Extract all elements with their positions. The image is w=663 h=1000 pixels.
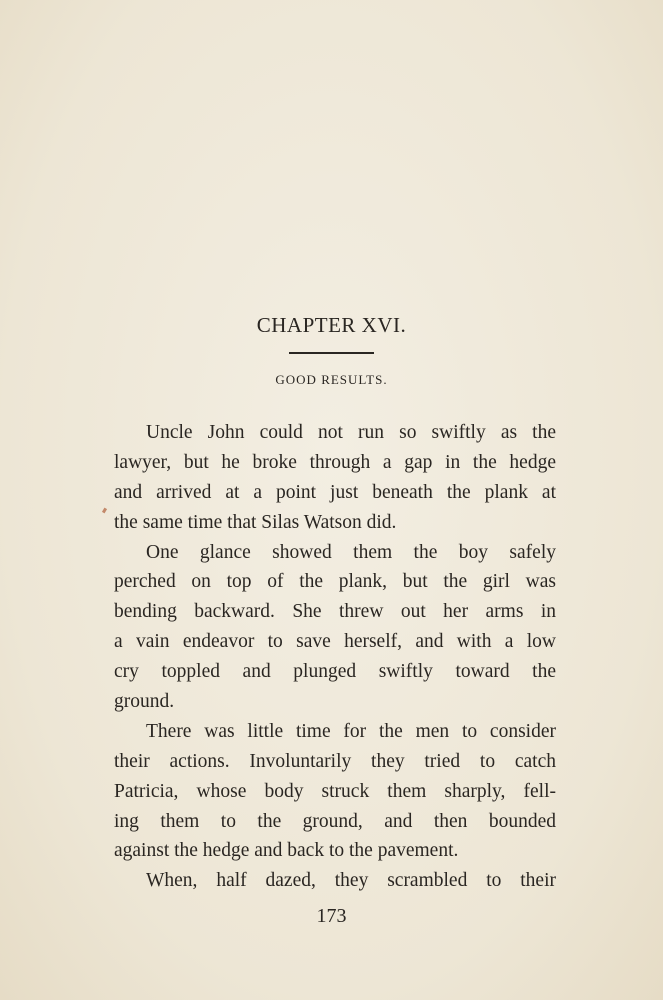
- text-line: Patricia, whose body struck them sharply, fell-: [114, 780, 556, 802]
- text-line: cry toppled and plunged swiftly toward the: [114, 661, 556, 683]
- text-line: against the hedge and back to the pavement.: [114, 840, 459, 862]
- text-line: and arrived at a point just beneath the plank at: [114, 481, 556, 503]
- text-line: ground.: [114, 691, 175, 713]
- text-line: their actions. Involuntarily they tried to catch: [114, 750, 556, 772]
- text-line: Uncle John could not run so swiftly as the: [146, 422, 556, 443]
- text-line: When, half dazed, they scrambled to their: [146, 870, 556, 892]
- text-line: bending backward. She threw out her arms in: [114, 601, 556, 623]
- text-line: ing them to the ground, and then bounded: [114, 810, 556, 832]
- body-text: [114, 418, 556, 896]
- text-line: lawyer, but he broke through a gap in the hedge: [114, 451, 556, 473]
- paper-speck: [102, 508, 107, 514]
- text-line: There was little time for the men to consider: [146, 720, 556, 742]
- page-number: 173: [316, 905, 347, 927]
- text-line: perched on top of the plank, but the girl was: [114, 571, 556, 593]
- text-line: the same time that Silas Watson did.: [114, 511, 397, 533]
- text-line: a vain endeavor to save herself, and with a low: [114, 631, 556, 653]
- chapter-subtitle: GOOD RESULTS.: [275, 372, 388, 387]
- text-line: One glance showed them the boy safely: [146, 541, 556, 563]
- chapter-title: CHAPTER XVI.: [256, 313, 407, 337]
- title-rule: [289, 352, 374, 354]
